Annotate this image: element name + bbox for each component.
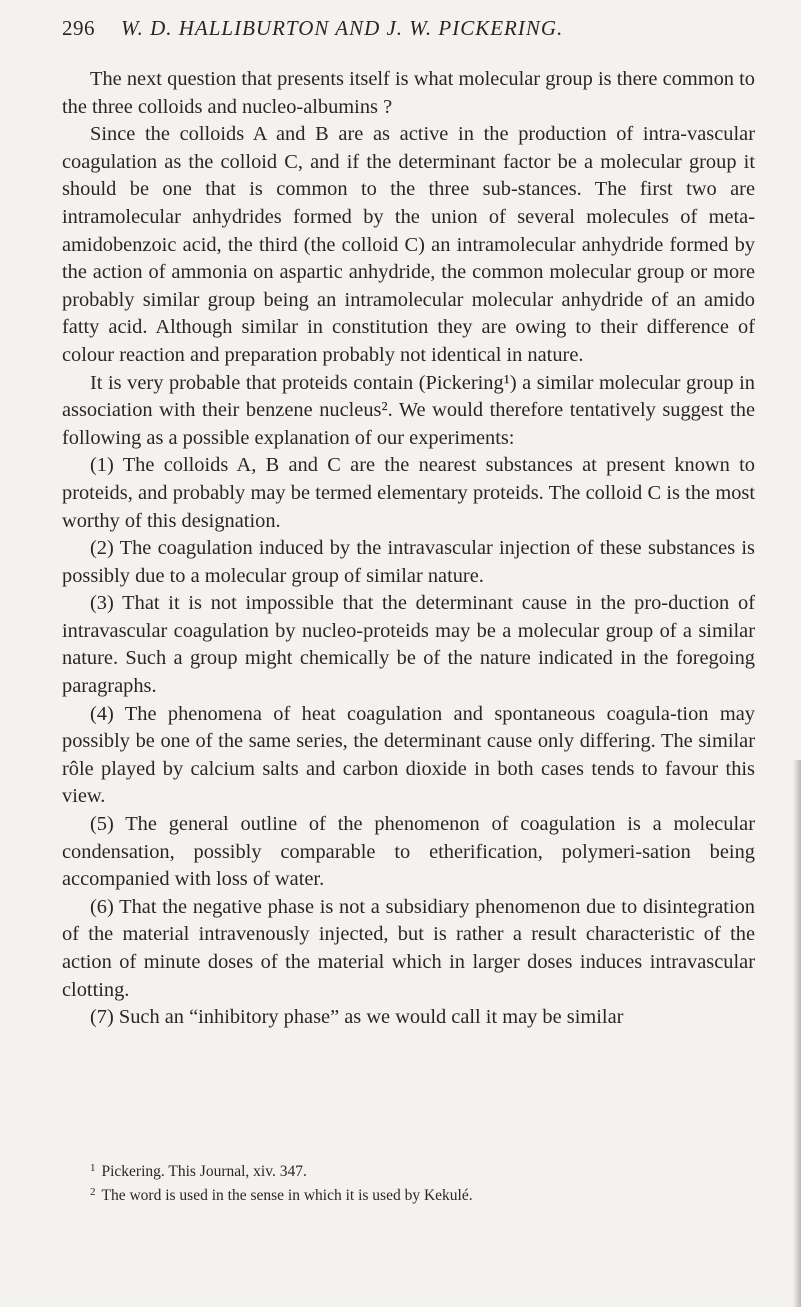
paragraph-point-5: (5) The general outline of the phenomenon of coagulation is a molecular condensation, possibly comparable to etherification, polymeri-sation being accompanied with loss of water.	[62, 813, 755, 891]
paragraph-point-3: (3) That it is not impossible that the determinant cause in the pro-duction of intravascular coagulation by nucleo-proteids may be a molecular group of a similar nature. Such a group might chemically be of the nature indicated in the foregoing paragraphs.	[62, 592, 755, 698]
page-number: 296	[62, 16, 95, 40]
footnote-mark: 2	[90, 1186, 96, 1198]
footnote-text: The word is used in the sense in which it is used by Kekulé.	[101, 1187, 473, 1204]
footnote-2	[62, 1182, 755, 1206]
paragraph-proteids: It is very probable that proteids contain (Pickering¹) a similar molecular group in association with their benzene nucleus². We would therefore tentatively suggest the following as a possible explanation of our experiments:	[62, 371, 755, 449]
paragraph-point-2: (2) The coagulation induced by the intravascular injection of these substances is possibly due to a molecular group of similar nature.	[62, 537, 755, 587]
article-body	[62, 66, 755, 1032]
footnote-text: Pickering. This Journal, xiv. 347.	[101, 1163, 307, 1180]
paragraph-colloids: Since the colloids A and B are as active in the production of intra-vascular coagulation as the colloid C, and if the determinant factor be a molecular group it should be one that is common to the three sub-stances. The first two are intramolecular anhydrides formed by the union of several molecules of meta-amidobenzoic acid, the third (the colloid C) an intramolecular anhydride formed by the action of ammonia on aspartic anhydride, the common molecular group or more probably similar group being an intramolecular molecular anhydride of an amido fatty acid. Although similar in constitution they are owing to their difference of colour reaction and preparation probably not identical in nature.	[62, 123, 755, 366]
running-title: W. D. HALLIBURTON AND J. W. PICKERING.	[121, 16, 564, 40]
paragraph-point-7: (7) Such an “inhibitory phase” as we would call it may be similar	[90, 1006, 624, 1029]
running-header	[62, 16, 762, 41]
paragraph-point-4: (4) The phenomena of heat coagulation and spontaneous coagula-tion may possibly be one of the same series, the determinant cause only differing. The similar rôle played by calcium salts and carbon dioxide in both cases tends to favour this view.	[62, 702, 755, 808]
footnotes	[62, 1158, 755, 1206]
paragraph-point-6: (6) That the negative phase is not a subsidiary phenomenon due to disintegration of the material intravenously injected, but is rather a result characteristic of the action of minute doses of the material which in larger doses induces intravascular clotting.	[62, 895, 755, 1001]
footnote-mark: 1	[90, 1162, 96, 1174]
footnote-1	[62, 1158, 755, 1182]
page-edge-shadow	[793, 760, 801, 1307]
paragraph-question: The next question that presents itself is what molecular group is there common to the three colloids and nucleo-albumins ?	[62, 68, 755, 118]
paragraph-point-1: (1) The colloids A, B and C are the nearest substances at present known to proteids, and probably may be termed elementary proteids. The colloid C is the most worthy of this designation.	[62, 454, 755, 532]
